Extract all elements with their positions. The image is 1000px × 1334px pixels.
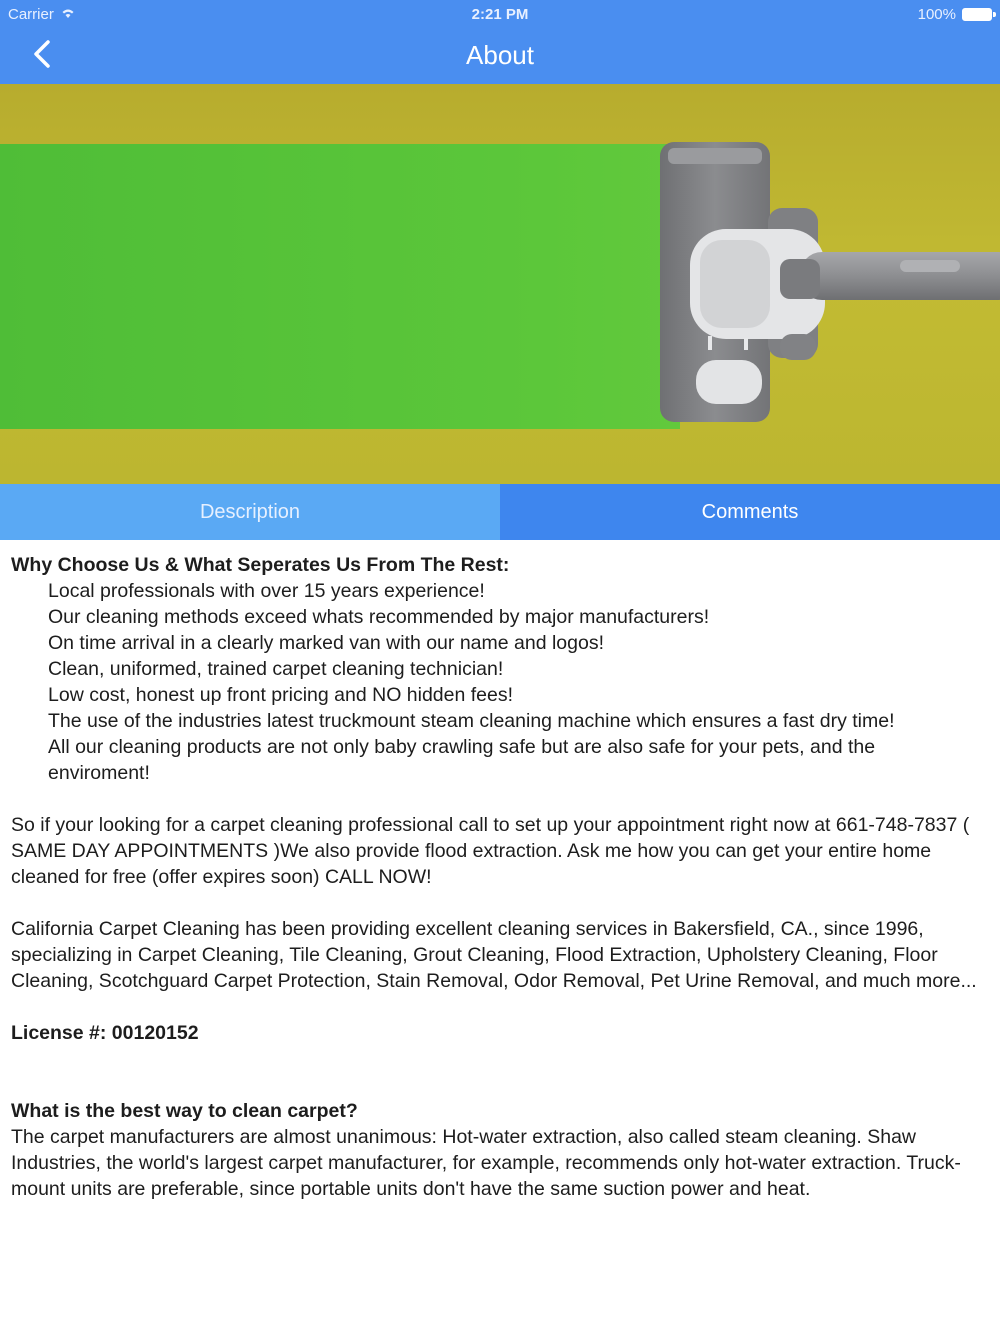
list-item: Clean, uniformed, trained carpet cleaning technician! bbox=[48, 658, 504, 680]
status-bar bbox=[0, 0, 1000, 28]
list-item: Low cost, honest up front pricing and NO hidden fees! bbox=[48, 684, 514, 706]
navigation-bar bbox=[0, 0, 1000, 84]
page-title: About bbox=[466, 40, 534, 70]
list-item: All our cleaning products are not only baby crawling safe but are also safe for your pets, and the enviroment! bbox=[48, 736, 876, 784]
faq-question: What is the best way to clean carpet? bbox=[11, 1100, 358, 1122]
segment-tabs bbox=[0, 484, 1000, 540]
battery-icon bbox=[962, 8, 992, 21]
tab-comments[interactable]: Comments bbox=[500, 484, 1000, 540]
battery-label: 100% bbox=[917, 6, 956, 23]
battery-status bbox=[918, 6, 992, 23]
appointment-paragraph: So if your looking for a carpet cleaning professional call to set up your appointment right now at 661-748-7837 ( SAME DAY APPOINTMENTS )We also provide flood extraction. Ask me how you can get your entire home cleaned for free (offer expires soon) CALL NOW! bbox=[11, 814, 970, 888]
status-time: 2:21 PM bbox=[471, 6, 529, 23]
faq-answer: The carpet manufacturers are almost unanimous: Hot-water extraction, also called steam cleaning. Shaw Industries, the world's largest carpet manufacturer, for example, recommends only hot-water extraction. Truck-mount units are preferable, since portable units don't have the same suction power and heat. bbox=[11, 1126, 961, 1200]
license-number: License #: 00120152 bbox=[11, 1022, 199, 1044]
list-item: Our cleaning methods exceed whats recommended by major manufacturers! bbox=[48, 606, 710, 628]
list-item: The use of the industries latest truckmount steam cleaning machine which ensures a fast dry time! bbox=[48, 710, 895, 732]
list-item: On time arrival in a clearly marked van with our name and logos! bbox=[48, 632, 604, 654]
carrier-label: Carrier bbox=[8, 6, 54, 23]
description-content bbox=[11, 552, 981, 1202]
benefits-list bbox=[11, 578, 981, 786]
list-item: Local professionals with over 15 years experience! bbox=[48, 580, 485, 602]
hero-image bbox=[0, 84, 1000, 484]
company-paragraph: California Carpet Cleaning has been providing excellent cleaning services in Bakersfield, CA., since 1996, specializing in Carpet Cleaning, Tile Cleaning, Grout Cleaning, Flood Extraction, Upholstery Cleaning, Floor Cleaning, Scotchguard Carpet Protection, Stain Removal, Odor Removal, Pet Urine Removal, and much more... bbox=[11, 918, 977, 992]
vacuum-carpet-illustration bbox=[0, 84, 1000, 484]
section-heading: Why Choose Us & What Seperates Us From The Rest: bbox=[11, 554, 510, 576]
tab-description[interactable]: Description bbox=[0, 484, 500, 540]
